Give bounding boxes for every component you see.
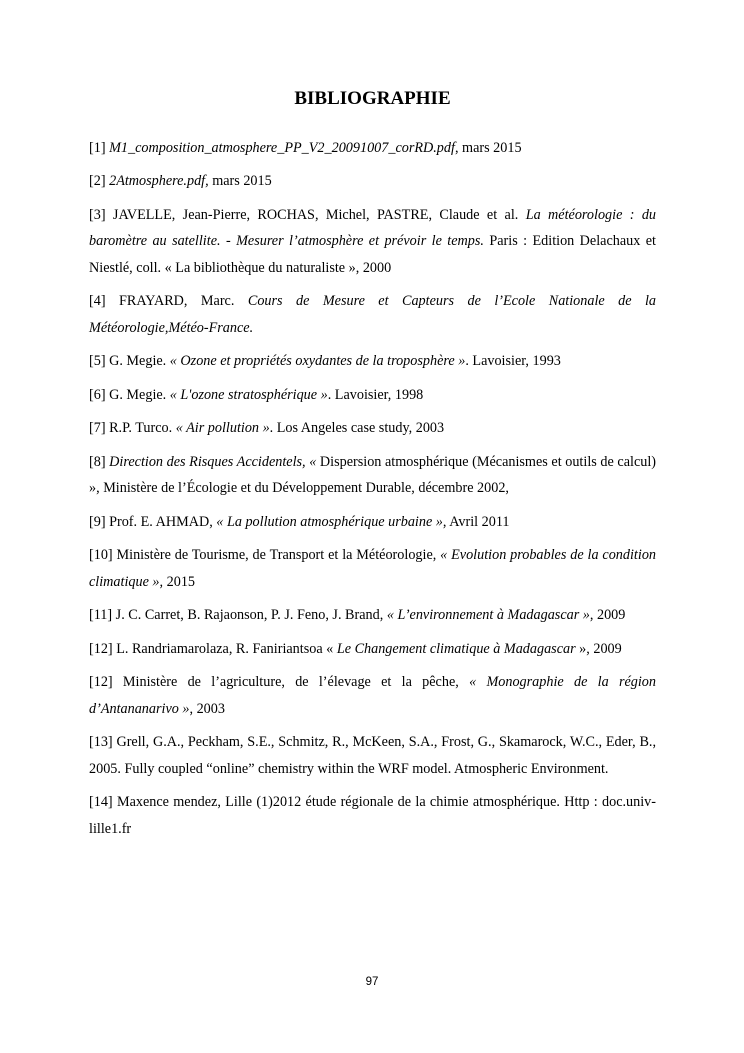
reference-title: « Air pollution »: [175, 420, 270, 437]
reference-title: Cours de Mesure et Capteurs de l’Ecole Nationale de la Météorologie,Météo-France.: [89, 293, 657, 336]
reference-text: R.P. Turco.: [109, 420, 176, 437]
reference-text: FRAYARD, Marc.: [119, 293, 248, 310]
reference-number: [2]: [89, 173, 106, 190]
reference-text: », 2009: [575, 640, 622, 657]
reference-title: « Evolution probables de la condition climatique »,: [89, 547, 657, 590]
reference-text: , mars 2015: [454, 139, 522, 156]
reference-title: « Ozone et propriétés oxydantes de la troposphère »: [169, 353, 466, 370]
reference-number: [5]: [89, 353, 106, 370]
reference-text: Dispersion atmosphérique (Mécanismes et outils de calcul) », Ministère de l’Écologie et du Développement Durable, décembre 2002,: [89, 453, 656, 497]
reference-number: [12]: [89, 640, 113, 657]
reference-entry: [89, 348, 656, 375]
reference-number: [8]: [89, 453, 106, 470]
reference-entry: [89, 449, 656, 502]
reference-title: M1_composition_atmosphere_PP_V2_20091007_corRD.pdf: [109, 139, 455, 156]
reference-entry: [89, 669, 656, 722]
reference-text: mars 2015: [208, 173, 272, 190]
reference-entry: [89, 636, 656, 663]
reference-text: . Lavoisier, 1993: [465, 353, 561, 370]
reference-entry: [89, 542, 656, 595]
reference-text: G. Megie.: [109, 386, 170, 403]
reference-title: « L’environnement à Madagascar »: [386, 607, 590, 624]
reference-title: La météorologie : du baromètre au satellite. - Mesurer l’atmosphère et prévoir le temps.: [89, 206, 657, 250]
reference-number: [13]: [89, 734, 113, 751]
page-title: BIBLIOGRAPHIE: [294, 88, 451, 109]
reference-number: [6]: [89, 386, 106, 403]
reference-title: « La pollution atmosphérique urbaine »: [216, 513, 443, 530]
reference-number: [3]: [89, 206, 106, 223]
reference-text: JAVELLE, Jean-Pierre, ROCHAS, Michel, PASTRE, Claude et al.: [112, 206, 526, 223]
reference-text: L. Randriamarolaza, R. Faniriantsoa «: [116, 640, 337, 657]
reference-number: [1]: [89, 139, 106, 156]
reference-text: , Avril 2011: [442, 513, 510, 530]
reference-number: [12]: [89, 674, 113, 691]
reference-entry: [89, 789, 656, 842]
reference-entry: [89, 168, 656, 195]
reference-text: , 2009: [589, 607, 626, 624]
reference-text: Prof. E. AHMAD,: [109, 513, 217, 530]
reference-text: Grell, G.A., Peckham, S.E., Schmitz, R., McKeen, S.A., Frost, G., Skamarock, W.C., Eder, B., 2005. Fully coupled “online” chemistry within the WRF model. Atmospheric Environment.: [89, 734, 657, 777]
bibliography-page: [89, 88, 656, 849]
reference-entry: [89, 415, 656, 442]
reference-entry: [89, 382, 656, 409]
reference-title: Direction des Risques Accidentels, «: [109, 453, 317, 470]
reference-entry: [89, 509, 656, 536]
reference-text: Maxence mendez, Lille (1)2012 étude régionale de la chimie atmosphérique. Http : doc.univ-lille1.fr: [89, 794, 656, 837]
reference-number: [11]: [89, 607, 113, 624]
reference-number: [10]: [89, 547, 113, 564]
reference-text: G. Megie.: [109, 353, 170, 370]
reference-entry: [89, 729, 656, 782]
page-number: 97: [365, 976, 379, 988]
reference-entry: [89, 602, 656, 629]
reference-text: J. C. Carret, B. Rajaonson, P. J. Feno, J. Brand,: [115, 607, 387, 624]
reference-entry: [89, 288, 656, 341]
reference-text: 2015: [163, 573, 195, 590]
reference-text: . Lavoisier, 1998: [327, 386, 424, 403]
reference-entry: [89, 202, 656, 282]
reference-text: . Los Angeles case study, 2003: [269, 420, 445, 437]
reference-title: « L'ozone stratosphérique »: [169, 386, 328, 403]
reference-title: Le Changement climatique à Madagascar: [336, 640, 576, 657]
reference-title: 2Atmosphere.pdf,: [109, 173, 209, 190]
reference-number: [7]: [89, 420, 106, 437]
reference-text: Paris : Edition Delachaux et Niestlé, coll. « La bibliothèque du naturaliste », 2000: [89, 233, 656, 276]
reference-number: [4]: [89, 293, 106, 310]
reference-number: [14]: [89, 794, 113, 811]
reference-text: Ministère de l’agriculture, de l’élevage et la pêche,: [122, 674, 470, 691]
reference-number: [9]: [89, 513, 106, 530]
reference-text: Ministère de Tourisme, de Transport et la Météorologie,: [116, 547, 441, 564]
reference-list: [89, 135, 656, 843]
reference-text: , 2003: [189, 700, 225, 717]
reference-title: « Monographie de la région d’Antananarivo »: [89, 674, 656, 717]
reference-entry: [89, 135, 656, 162]
